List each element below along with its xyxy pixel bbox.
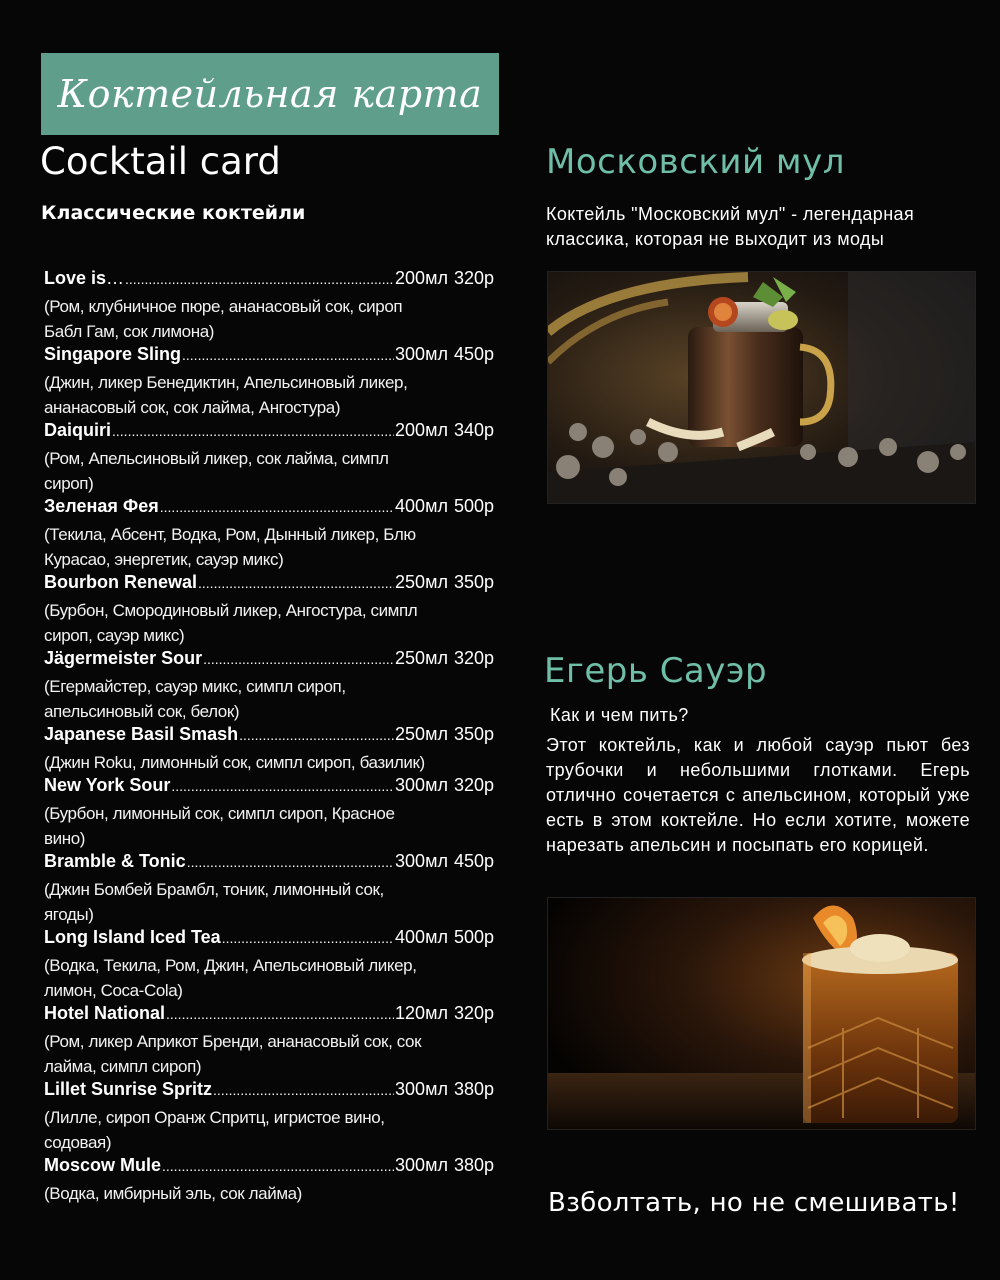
- menu-item-description: (Бурбон, лимонный сок, симпл сироп, Красное вино): [44, 804, 395, 848]
- menu-item-name: Moscow Mule: [44, 1155, 162, 1175]
- menu-item-price: 350р: [453, 572, 494, 592]
- menu-item-leader-dots: [125, 271, 394, 287]
- menu-item-line: [44, 724, 494, 750]
- menu-item: [44, 648, 494, 724]
- menu-item-line: [44, 927, 494, 953]
- menu-item-volume: 300мл: [395, 1079, 448, 1099]
- menu-item-description: (Джин Roku, лимонный сок, симпл сироп, базилик): [44, 753, 425, 772]
- menu-item-price: 340р: [453, 420, 494, 440]
- menu-item-volume: 300мл: [395, 344, 448, 364]
- menu-item-volume: 300мл: [395, 851, 448, 871]
- menu-item: [44, 344, 494, 420]
- menu-item-line: [44, 344, 494, 370]
- menu-item-line: [44, 496, 494, 522]
- menu-item-volume: 250мл: [395, 648, 448, 668]
- moscow-mule-image: [548, 272, 975, 503]
- title-banner: [41, 53, 499, 135]
- jager-sour-photo: [547, 897, 976, 1130]
- menu-item-price: 320р: [453, 1003, 494, 1023]
- menu-item-price: 320р: [453, 648, 494, 668]
- feature-title-sour: Егерь Сауэр: [544, 651, 768, 691]
- menu-item: [44, 927, 494, 1003]
- menu-item-line: [44, 775, 494, 801]
- menu-item-line: [44, 268, 494, 294]
- menu-item-price: 320р: [453, 268, 494, 288]
- menu-item-line: [44, 1155, 494, 1181]
- menu-item-volume: 120мл: [395, 1003, 448, 1023]
- menu-item-name: Bramble & Tonic: [44, 851, 186, 871]
- menu-item-name: Hotel National: [44, 1003, 166, 1023]
- menu-item: [44, 420, 494, 496]
- menu-item-price: 500р: [453, 927, 494, 947]
- menu-item-volume: 300мл: [395, 1155, 448, 1175]
- menu-item-name: Lillet Sunrise Spritz: [44, 1079, 213, 1099]
- menu-subtitle: Cocktail card: [40, 140, 281, 183]
- menu-item: [44, 1003, 494, 1079]
- menu-item: [44, 775, 494, 851]
- menu-item-name: Bourbon Renewal: [44, 572, 198, 592]
- menu-item-price: 500р: [453, 496, 494, 516]
- menu-item-leader-dots: [112, 423, 394, 439]
- menu-item-line: [44, 420, 494, 446]
- menu-item: [44, 724, 494, 775]
- menu-item-name: Singapore Sling: [44, 344, 182, 364]
- menu-item-volume: 400мл: [395, 927, 448, 947]
- menu-item-description: (Бурбон, Смородиновый ликер, Ангостура, симпл сироп, сауэр микс): [44, 601, 418, 645]
- menu-item: [44, 851, 494, 927]
- menu-item-description: (Джин Бомбей Брамбл, тоник, лимонный сок, ягоды): [44, 880, 384, 924]
- menu-item-name: Jägermeister Sour: [44, 648, 203, 668]
- menu-item-line: [44, 1079, 494, 1105]
- menu-item-description: (Водка, Текила, Ром, Джин, Апельсиновый ликер, лимон, Coca-Cola): [44, 956, 417, 1000]
- menu-item-description: (Ром, ликер Априкот Бренди, ананасовый сок, сок лайма, симпл сироп): [44, 1032, 422, 1076]
- menu-item-line: [44, 648, 494, 674]
- feature-subtitle-sour: Как и чем пить?: [550, 705, 689, 725]
- menu-item-volume: 250мл: [395, 724, 448, 744]
- menu-item-leader-dots: [171, 778, 394, 794]
- menu-item-leader-dots: [203, 651, 394, 667]
- jager-sour-image: [548, 898, 975, 1129]
- menu-item-leader-dots: [160, 499, 394, 515]
- menu-item: [44, 1155, 494, 1206]
- menu-item-volume: 200мл: [395, 268, 448, 288]
- menu-item: [44, 1079, 494, 1155]
- menu-item-leader-dots: [182, 347, 394, 363]
- menu-item-suffix: …: [106, 268, 125, 288]
- menu-item-leader-dots: [213, 1082, 394, 1098]
- menu-title: Коктейльная карта: [57, 72, 483, 116]
- menu-item-description: (Ром, Апельсиновый ликер, сок лайма, симпл сироп): [44, 449, 389, 493]
- menu-item-leader-dots: [187, 854, 394, 870]
- menu-item-line: [44, 572, 494, 598]
- menu-item-leader-dots: [239, 727, 394, 743]
- menu-item-price: 450р: [453, 851, 494, 871]
- closing-slogan: Взболтать, но не смешивать!: [548, 1188, 960, 1218]
- moscow-mule-photo: [547, 271, 976, 504]
- cocktail-list: [44, 268, 494, 1206]
- menu-item-name: Long Island Iced Tea: [44, 927, 221, 947]
- menu-item-price: 450р: [453, 344, 494, 364]
- menu-item-line: [44, 1003, 494, 1029]
- menu-item-price: 380р: [453, 1079, 494, 1099]
- menu-item: [44, 496, 494, 572]
- menu-item-leader-dots: [222, 930, 394, 946]
- menu-item-leader-dots: [166, 1006, 394, 1022]
- feature-text-sour: Этот коктейль, как и любой сауэр пьют без трубочки и небольшими глотками. Егерь отлично сочетается с апельсином, который уже есть в этом коктейле. Но если хотите, можете нарезать апельсин и посыпать его корицей.: [546, 735, 970, 855]
- menu-item-description: (Егермайстер, сауэр микс, симпл сироп, апельсиновый сок, белок): [44, 677, 346, 721]
- menu-item-description: (Водка, имбирный эль, сок лайма): [44, 1184, 302, 1203]
- feature-title-mule: Московский мул: [546, 142, 845, 182]
- menu-item-description: (Ром, клубничное пюре, ананасовый сок, сироп Бабл Гам, сок лимона): [44, 297, 403, 341]
- menu-item-name: Japanese Basil Smash: [44, 724, 239, 744]
- menu-item-name: New York Sour: [44, 775, 171, 795]
- menu-item-name: Зеленая Фея: [44, 496, 159, 516]
- menu-item-description: (Лилле, сироп Оранж Спритц, игристое вино, содовая): [44, 1108, 385, 1152]
- menu-item-name: Love is: [44, 268, 107, 288]
- menu-item-volume: 250мл: [395, 572, 448, 592]
- menu-item-price: 380р: [453, 1155, 494, 1175]
- menu-item-volume: 300мл: [395, 775, 448, 795]
- menu-item: [44, 572, 494, 648]
- menu-item-volume: 400мл: [395, 496, 448, 516]
- feature-text-mule: Коктейль "Московский мул" - легендарная классика, которая не выходит из моды: [546, 204, 915, 249]
- menu-item: [44, 268, 494, 344]
- menu-item-price: 350р: [453, 724, 494, 744]
- menu-item-description: (Текила, Абсент, Водка, Ром, Дынный ликер, Блю Курасао, энергетик, сауэр микс): [44, 525, 416, 569]
- menu-item-price: 320р: [453, 775, 494, 795]
- menu-item-line: [44, 851, 494, 877]
- menu-item-name: Daiquiri: [44, 420, 112, 440]
- menu-item-leader-dots: [162, 1158, 394, 1174]
- menu-item-description: (Джин, ликер Бенедиктин, Апельсиновый ликер, ананасовый сок, сок лайма, Ангостура): [44, 373, 408, 417]
- menu-item-volume: 200мл: [395, 420, 448, 440]
- section-heading: Классические коктейли: [41, 202, 306, 224]
- menu-item-leader-dots: [198, 575, 394, 591]
